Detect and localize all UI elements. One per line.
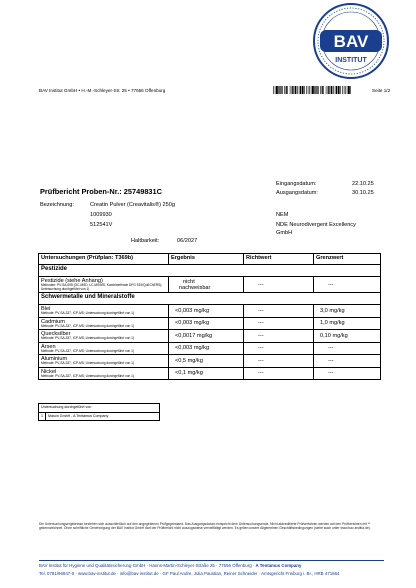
pesticides-name: Pestizide (siehe Anhang): [41, 278, 103, 284]
header-address: BAV Institut GmbH • H.-M.-Schleyer-Str. 25 • 77656 Offenburg: [39, 88, 166, 93]
bbd-label: Haltbarkeit:: [131, 238, 160, 244]
metal-guide: ---: [244, 330, 314, 343]
client-name-2: NDE Neurodivergent Excellency: [276, 222, 356, 228]
metal-result: <0,003 mg/kg: [169, 317, 244, 330]
barcode: [273, 86, 351, 94]
table-row: [39, 330, 381, 343]
received-date-label: Eingangsdatum:: [276, 181, 317, 187]
sample-code-1: 1009930: [90, 212, 112, 218]
metal-result: <0,5 mg/kg: [169, 355, 244, 368]
bbd-value: 06/2027: [177, 238, 198, 244]
subcontractor-table: [38, 403, 160, 421]
pesticides-result: [169, 277, 244, 293]
subcontractor-row: [39, 413, 159, 420]
metal-result: <0,1 mg/kg: [169, 367, 244, 380]
section-row-metals: [39, 293, 381, 305]
metal-guide: ---: [244, 367, 314, 380]
header-investigations: Untersuchungen (Prüfplan: T369b): [39, 254, 169, 265]
metal-method: Methode: PV-SA-337, ICP-MS; Untersuchung durchgeführt von 1): [41, 361, 135, 366]
metal-limit: ---: [314, 342, 381, 355]
metal-cell: [39, 367, 169, 380]
table-row: [39, 317, 381, 330]
subcontractor-name: Mason GmbH - A Tentamus Company: [48, 414, 109, 418]
metal-cell: [39, 355, 169, 368]
metal-name: Blei: [41, 306, 51, 313]
header-result: Ergebnis: [169, 254, 244, 265]
metal-method: Methode: PV-SA-337, ICP-MS; Untersuchung durchgeführt von 1): [41, 373, 135, 378]
pesticides-subcontract: Untersuchung durchgeführt von 1): [41, 286, 90, 291]
table-row: [39, 342, 381, 355]
bav-institut-logo: [312, 2, 390, 80]
metal-name: Nickel: [41, 368, 57, 375]
metal-name: Quecksilber: [41, 331, 71, 338]
logo-institut-text: INSTITUT: [335, 57, 367, 64]
table-row: [39, 305, 381, 318]
pesticides-result-line1: nicht: [183, 278, 195, 285]
metal-limit: ---: [314, 367, 381, 380]
metal-guide: ---: [244, 305, 314, 318]
sample-code-2: 512541V: [90, 222, 113, 228]
metal-guide: ---: [244, 317, 314, 330]
metal-result: <0,0017 mg/kg: [169, 330, 244, 343]
table-row: [39, 355, 381, 368]
metal-limit: 3,0 mg/kg: [314, 305, 381, 318]
designation-label: Bezeichnung:: [40, 202, 74, 208]
metal-method: Methode: PV-SA-337, ICP-MS; Untersuchung durchgeführt von 1): [41, 323, 135, 328]
client-name-3: GmbH: [276, 230, 293, 236]
metal-result: <0,003 mg/kg: [169, 305, 244, 318]
table-row: [39, 367, 381, 380]
designation-value: Creatin Pulver (Creavitalis®) 250g: [90, 202, 175, 208]
footer-line-2: Tel. 0781/96947-0 · www.bav-institut.de · info@bav-institut.de · GF Paul Andre, Julia Paustian, Reiner Schneider · Amtsgericht Freiburg i. Br., HRB 471864: [39, 571, 340, 576]
metal-cell: [39, 305, 169, 318]
issued-date-value: 30.10.25: [352, 190, 374, 196]
section-title-metals: Schwermetalle und Mineralstoffe: [39, 293, 381, 305]
section-title-pesticides: Pestizide: [39, 265, 381, 277]
metal-guide: ---: [244, 355, 314, 368]
subcontractor-title: Untersuchung durchgeführt von: [39, 404, 159, 413]
legal-footnote: Die Untersuchungsergebnisse beziehen sich ausschließlich auf den angegebenen Prüfgegenstand. Das Ausgangsdatum entspricht dem Untersuchungsende. Nicht akkreditierte Prüfverfahren werden auf den Prüfberichten mit ** gekennzeichnet. Ohne schriftliche Genehmigung der BAV Institut GmbH darf der Prüfbericht nicht auszugsweise vervielfältigt werden. Es gelten unsere Allgemeinen Geschäftsbedingungen (siehe auch unter www.bav-institut.de).: [39, 522, 371, 531]
metal-limit: 1,0 mg/kg: [314, 317, 381, 330]
metal-method: Methode: PV-SA-337, ICP-MS; Untersuchung durchgeführt von 1): [41, 348, 135, 353]
table-header-row: [39, 254, 381, 265]
issued-date-label: Ausgangsdatum:: [276, 190, 318, 196]
section-row-pesticides: [39, 265, 381, 277]
results-table: [38, 253, 381, 380]
metal-name: Arsen: [41, 343, 56, 350]
footer-company-address: BAV Institut für Hygiene und Qualitätssicherung GmbH · Hanns-Martin-Schleyer-Straße 25 · 77656 Offenburg ·: [39, 563, 256, 568]
metal-name: Cadmium: [41, 318, 65, 325]
pesticides-limit: ---: [314, 277, 381, 293]
client-name-1: NEM: [276, 212, 289, 218]
report-title: Prüfbericht Proben-Nr.: 25749831C: [40, 187, 162, 196]
header-limit-value: Grenzwert: [314, 254, 381, 265]
received-date-value: 22.10.25: [352, 181, 374, 187]
footer-divider: [39, 560, 384, 561]
subcontractor-number: 1: [39, 413, 46, 420]
table-row: [39, 277, 381, 293]
footer-tentamus: A Tentamus Company: [255, 563, 302, 568]
logo-bav-text: BAV: [333, 32, 369, 51]
pesticides-cell: [39, 277, 169, 293]
metal-guide: ---: [244, 342, 314, 355]
metal-cell: [39, 317, 169, 330]
metal-cell: [39, 330, 169, 343]
metal-name: Aluminium: [41, 356, 68, 363]
metal-limit: ---: [314, 355, 381, 368]
metal-method: Methode: PV-SA-337, ICP-MS; Untersuchung durchgeführt von 1): [41, 336, 135, 341]
metal-limit: 0,10 mg/kg: [314, 330, 381, 343]
footer-line-1: [39, 563, 301, 568]
header-guide-value: Richtwert: [244, 254, 314, 265]
page-number: Seite 1/2: [372, 88, 391, 93]
metal-method: Methode: PV-SA-337, ICP-MS; Untersuchung durchgeführt von 1): [41, 311, 135, 316]
pesticides-result-line2: nachweisbar: [179, 284, 211, 291]
pesticides-guide: ---: [244, 277, 314, 293]
metal-cell: [39, 342, 169, 355]
metal-result: <0,003 mg/kg: [169, 342, 244, 355]
pesticides-method: Methoden: PV-SA-095 (GC-MSD, LC-MS/MS, Kombimethode DFG S19/QuEChERS);: [41, 283, 163, 287]
